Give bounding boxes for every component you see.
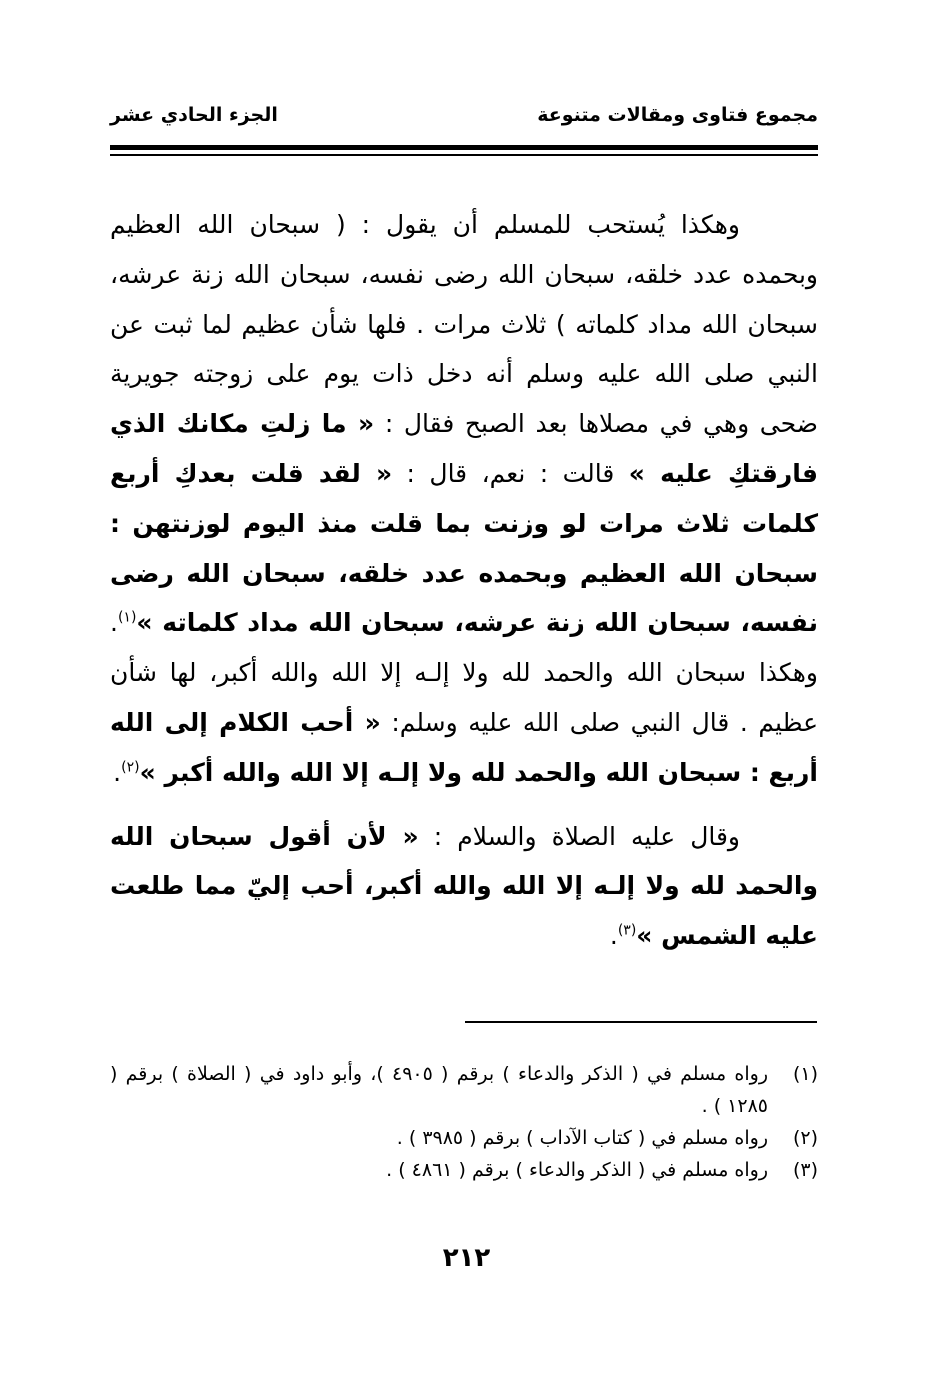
text-span: وقال عليه الصلاة والسلام : [418,821,740,851]
hadith-quote: « لأن أقول سبحان الله والحمد لله ولا إلـه إلا الله والله أكبر، أحب إليّ مما طلعت عليه الشمس » [110,821,818,951]
footnote-item [110,1058,818,1122]
text-span: قالت : نعم، قال : [392,458,629,488]
main-text [110,200,818,961]
footnote-text: رواه مسلم في ( الذكر والدعاء ) برقم ( ٤٩٠٥ )، وأبو داود في ( الصلاة ) برقم ( ١٢٨٥ ) . [110,1063,768,1117]
text-span: . [609,921,618,951]
footnote-ref-3: (٣) [617,922,637,939]
footnotes [110,1058,818,1186]
footnote-number: (٣) [792,1159,818,1181]
footnote-separator [465,1021,817,1023]
text-span: . [113,757,122,787]
hadith-quote: « لقد قلت بعدكِ أربع كلمات ثلاث مرات لو وزنت بما قلت منذ اليوم لوزنتهن : سبحان الله العظيم وبحمده عدد خلقه، سبحان الله رضى نفسه، سبحان الله زنة عرشه، سبحان الله مداد كلماته » [110,458,818,638]
footnote-text: رواه مسلم في ( كتاب الآداب ) برقم ( ٣٩٨٥ ) . [396,1127,768,1149]
text-span: وهكذا يُستحب للمسلم أن يقول : ( سبحان الله العظيم وبحمده عدد خلقه، سبحان الله رضى نفسه، سبحان الله زنة عرشه، سبحان الله مداد كلماته ) ثلاث مرات . فلها شأن عظيم لما ثبت عن النبي صلى الله عليه وسلم أنه دخل ذات يوم على زوجته جويرية ضحى وهي في مصلاها بعد الصبح فقال : [110,210,818,439]
running-header [110,100,818,130]
paragraph-1 [110,200,818,798]
book-title: مجموع فتاوى ومقالات متنوعة [537,104,818,126]
footnote-text: رواه مسلم في ( الذكر والدعاء ) برقم ( ٤٨٦١ ) . [386,1159,768,1181]
footnote-ref-2: (٢) [121,759,140,776]
footnote-number: (٢) [792,1127,818,1149]
footnote-ref-1: (١) [117,610,137,627]
text-span: . وهكذا سبحان الله والحمد لله ولا إلـه إلا الله والله أكبر، لها شأن عظيم . قال النبي صلى الله عليه وسلم: [110,608,818,737]
hadith-quote: « ما زلتِ مكانك الذي فارقتكِ عليه » [110,409,818,488]
footnote-number: (١) [792,1063,818,1085]
footnote-item [110,1122,818,1154]
paragraph-2 [110,812,818,961]
header-rule-thin [110,154,818,156]
footnote-item [110,1154,818,1186]
page-number: ٢١٢ [442,1243,491,1273]
volume-title: الجزء الحادي عشر [110,104,278,126]
header-rule-thick [110,145,818,150]
hadith-quote: « أحب الكلام إلى الله أربع : سبحان الله والحمد لله ولا إلـه إلا الله والله أكبر » [110,707,818,787]
